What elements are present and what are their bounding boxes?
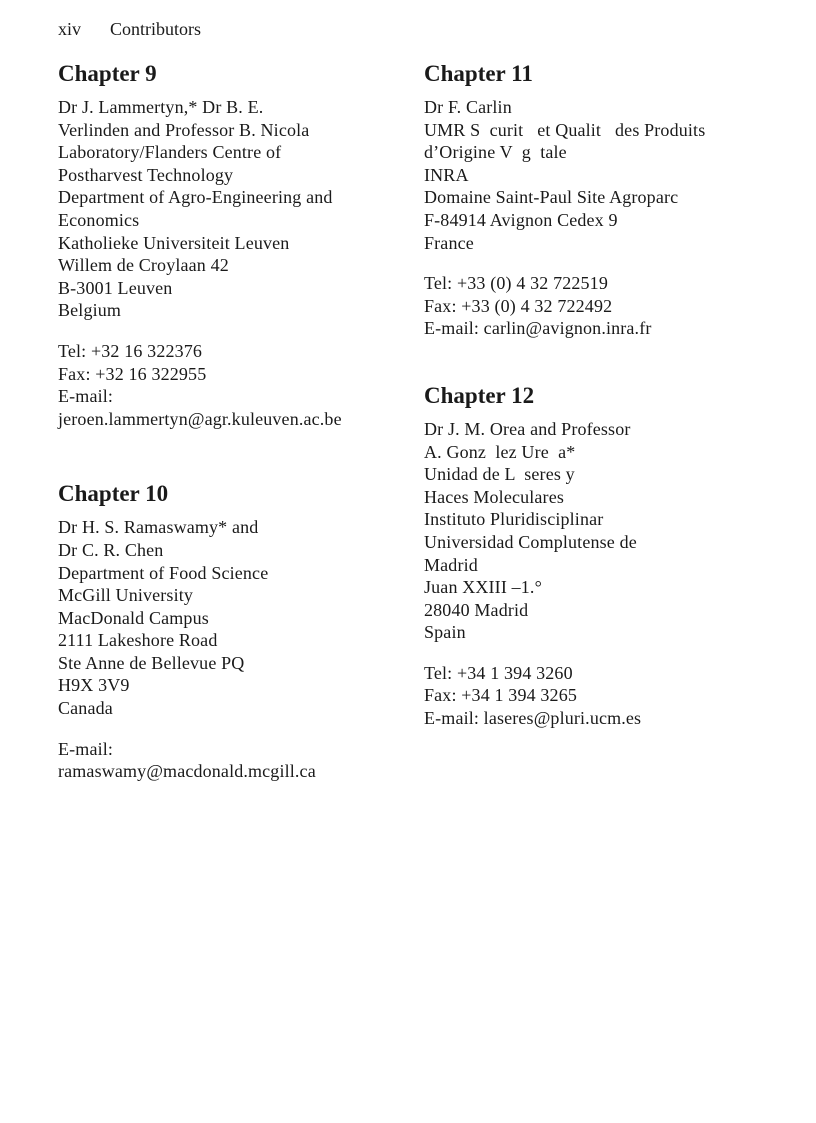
contact-details — [424, 272, 794, 340]
chapter-heading: Chapter 9 — [58, 61, 157, 86]
chapter-heading: Chapter 12 — [424, 382, 535, 408]
email-address: ramaswamy@macdonald.mcgill.ca — [58, 761, 316, 782]
address-line: Department of Agro-Engineering and — [58, 187, 333, 208]
address-line: Dr H. S. Ramaswamy* and — [58, 517, 259, 538]
phone-number: Tel: +34 1 394 3260 — [424, 662, 573, 683]
email-label: E-mail: — [58, 738, 114, 759]
contributor-address — [424, 96, 794, 254]
fax-number: Fax: +32 16 322955 — [58, 363, 207, 384]
chapter-12-entry — [424, 382, 794, 730]
right-column — [424, 60, 794, 730]
address-line: France — [424, 232, 474, 253]
address-line: MacDonald Campus — [58, 607, 209, 628]
contributor-address — [58, 516, 408, 719]
contact-details — [424, 662, 794, 730]
address-line: H9X 3V9 — [58, 675, 130, 696]
address-line: Willem de Croylaan 42 — [58, 255, 229, 276]
address-line: McGill University — [58, 585, 194, 606]
fax-number: Fax: +34 1 394 3265 — [424, 685, 578, 706]
address-line: Verlinden and Professor B. Nicola — [58, 119, 310, 140]
address-line: A. Gonz lez Ure a* — [424, 441, 576, 462]
address-line: Dr J. M. Orea and Professor — [424, 418, 631, 439]
address-line: Katholieke Universiteit Leuven — [58, 232, 290, 253]
left-column — [58, 60, 408, 783]
address-line: Dr J. Lammertyn,* Dr B. E. — [58, 97, 264, 117]
address-line: Department of Food Science — [58, 562, 269, 583]
address-line: Haces Moleculares — [424, 486, 564, 507]
contact-details — [58, 340, 408, 430]
address-line: Domaine Saint-Paul Site Agroparc — [424, 187, 679, 208]
address-line: Madrid — [424, 554, 478, 575]
email-address: E-mail: carlin@avignon.inra.fr — [424, 318, 652, 339]
address-line: Belgium — [58, 300, 122, 321]
fax-number: Fax: +33 (0) 4 32 722492 — [424, 295, 613, 316]
chapter-9-entry — [58, 60, 408, 430]
address-line: INRA — [424, 164, 469, 185]
address-line: Instituto Pluridisciplinar — [424, 509, 604, 530]
address-line: 2111 Lakeshore Road — [58, 630, 218, 651]
chapter-heading: Chapter 11 — [424, 61, 533, 86]
contributor-address — [424, 418, 794, 644]
contributor-address — [58, 96, 408, 322]
chapter-11-entry — [424, 60, 794, 340]
phone-number: Tel: +33 (0) 4 32 722519 — [424, 273, 608, 294]
address-line: Dr F. Carlin — [424, 97, 512, 117]
address-line: Juan XXIII –1.° — [424, 577, 542, 598]
address-line: Canada — [58, 698, 113, 719]
address-line: 28040 Madrid — [424, 599, 529, 620]
address-line: Economics — [58, 209, 140, 230]
address-line: Dr C. R. Chen — [58, 539, 164, 560]
address-line: d’Origine V g tale — [424, 142, 567, 163]
address-line: Spain — [424, 622, 466, 643]
email-address: jeroen.lammertyn@agr.kuleuven.ac.be — [58, 408, 342, 429]
email-address: E-mail: laseres@pluri.ucm.es — [424, 708, 642, 729]
contact-details — [58, 738, 408, 783]
address-line: B-3001 Leuven — [58, 277, 173, 298]
chapter-10-entry — [58, 480, 408, 783]
page-number: xiv — [58, 19, 82, 39]
address-line: F-84914 Avignon Cedex 9 — [424, 209, 618, 230]
address-line: Unidad de L seres y — [424, 464, 575, 485]
address-line: Laboratory/Flanders Centre of — [58, 142, 282, 163]
email-label: E-mail: — [58, 386, 114, 407]
chapter-heading: Chapter 10 — [58, 481, 169, 507]
address-line: Universidad Complutense de — [424, 531, 637, 552]
address-line: UMR S curit et Qualit des Produits — [424, 119, 706, 140]
address-line: Postharvest Technology — [58, 164, 234, 185]
running-head-title: Contributors — [110, 19, 202, 39]
address-line: Ste Anne de Bellevue PQ — [58, 652, 245, 673]
running-head — [58, 17, 201, 41]
phone-number: Tel: +32 16 322376 — [58, 340, 203, 361]
